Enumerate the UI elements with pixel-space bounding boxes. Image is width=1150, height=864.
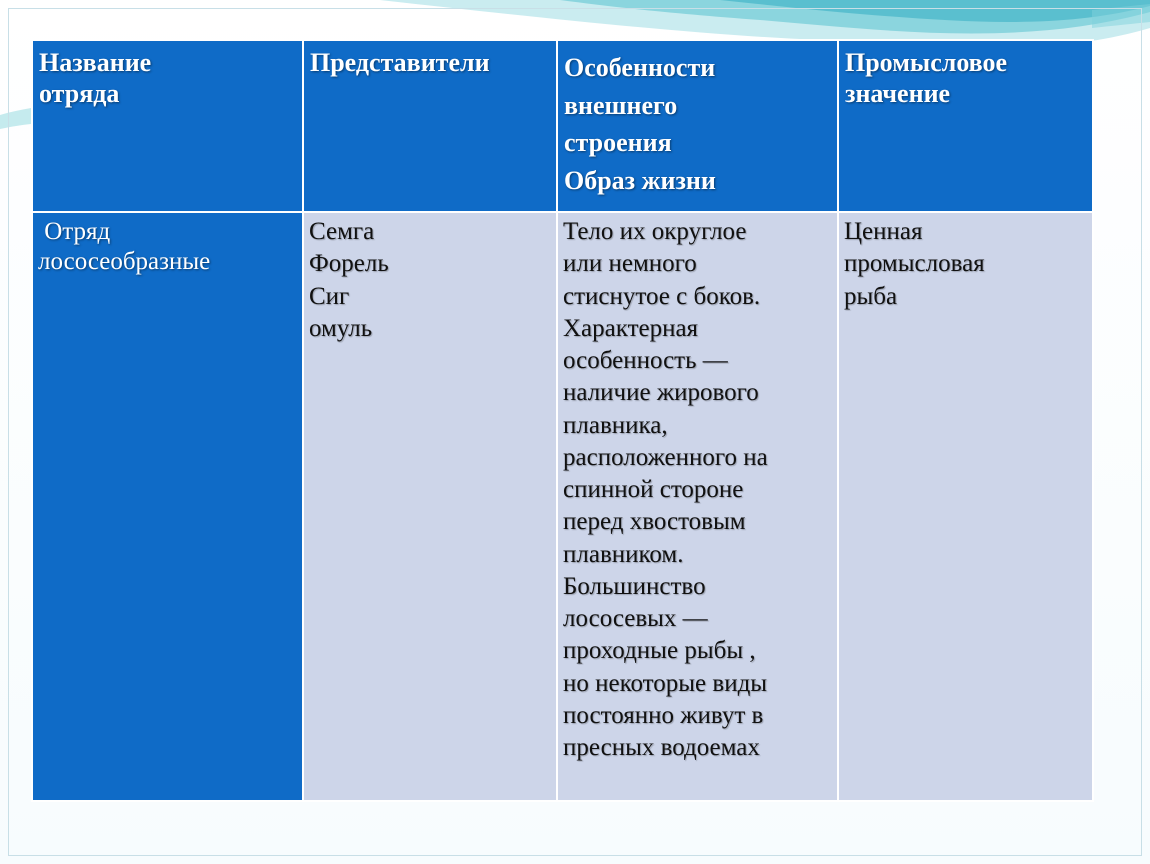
- cell-line: особенность —: [563, 347, 728, 374]
- header-line: отряда: [39, 79, 120, 109]
- header-line: Название: [39, 48, 152, 77]
- cell-line: Большинство: [563, 572, 706, 600]
- header-line: Образ жизни: [564, 166, 716, 196]
- header-line: Представители: [310, 48, 490, 77]
- cell-line: плавником.: [563, 540, 684, 568]
- cell-line: постоянно живут в: [563, 701, 764, 729]
- cell-line: омуль: [309, 314, 373, 342]
- cell-line: промысловая: [844, 250, 985, 278]
- cell-line: расположенного на: [563, 443, 768, 471]
- table-row: [32, 212, 1093, 801]
- cell-line: лососеобразные: [38, 248, 211, 275]
- cell-representatives: [303, 212, 557, 801]
- cell-line: стиснутое с боков.: [563, 282, 761, 310]
- cell-line: рыба: [844, 282, 898, 310]
- cell-line: наличие жирового: [563, 379, 759, 407]
- cell-order-name: [32, 212, 303, 801]
- cell-commercial-value: [838, 212, 1093, 801]
- cell-line: спинной стороне: [563, 476, 744, 503]
- header-features: [557, 40, 838, 212]
- header-line: строения: [564, 128, 672, 158]
- cell-line: пресных водоемах: [563, 734, 760, 761]
- cell-line: Сиг: [309, 282, 350, 310]
- table-header-row: [32, 40, 1093, 212]
- fish-orders-table: [31, 39, 1092, 802]
- cell-line: Характерная: [563, 314, 699, 342]
- header-line: внешнего: [564, 90, 678, 120]
- cell-line: но некоторые виды: [563, 669, 768, 697]
- cell-line: лососевых —: [563, 605, 708, 632]
- cell-line: Тело их округлое: [563, 218, 747, 245]
- header-line: значение: [845, 79, 951, 109]
- header-commercial-value: [838, 40, 1093, 212]
- cell-line: или немного: [563, 250, 697, 278]
- cell-line: Форель: [309, 250, 389, 278]
- header-line: Промысловое: [845, 48, 1008, 77]
- cell-line: плавника,: [563, 411, 668, 439]
- header-line: Особенности: [564, 53, 716, 82]
- cell-features: [557, 212, 838, 801]
- header-order-name: [32, 40, 303, 212]
- cell-line: Отряд: [38, 218, 111, 245]
- cell-line: перед хвостовым: [563, 508, 746, 536]
- cell-line: Ценная: [844, 218, 923, 245]
- header-representatives: [303, 40, 557, 212]
- cell-line: Семга: [309, 218, 375, 245]
- cell-line: проходные рыбы ,: [563, 637, 756, 665]
